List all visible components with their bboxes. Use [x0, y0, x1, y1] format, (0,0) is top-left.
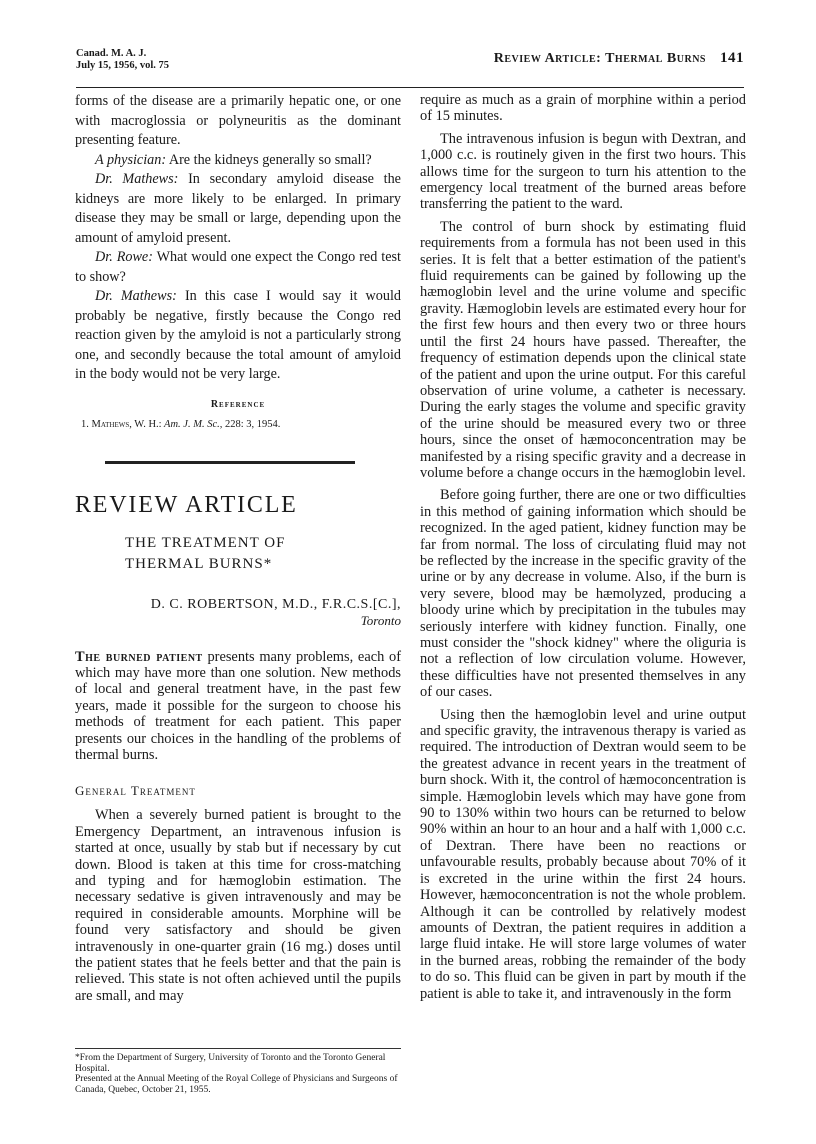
- abstract-paragraph: [75, 649, 401, 764]
- speaker-text: In secondary amyloid disease the kidneys are more likely to be enlarged. In primary disease they may be small or large, depending upon the amount of amyloid present.: [75, 171, 401, 246]
- footnote-affiliation: *From the Department of Surgery, University of Toronto and the Toronto General Hospital.: [75, 1053, 386, 1074]
- body-paragraph: When a severely burned patient is brought to the Emergency Department, an intravenous infusion is started at once, usually by stab but if necessary by cut down. Blood is taken at this time for cross-matching and typing and for hæmoglobin estimation. The necessary sedative is given intravenously and may be required in considerable amounts. Morphine will be found very satisfactory and should be given intravenously in one-quarter grain (16 mg.) doses until the patient states that he feels better and that the pain is relieved. This state is not often achieved until the pupils are small, and may: [75, 807, 401, 1004]
- discussion-paragraph: forms of the disease are a primarily hepatic one, or one with macroglossia or polyneuritis as the dominant presenting feature.: [75, 93, 401, 148]
- right-column: [420, 92, 746, 1002]
- footnote-presentation: Presented at the Annual Meeting of the Royal College of Physicians and Surgeons of Canada, Quebec, October 21, 1955.: [75, 1074, 398, 1095]
- page-number: 141: [720, 50, 744, 66]
- speaker-text: What would one expect the Congo red test to show?: [75, 249, 401, 285]
- speaker-text: In this case I would say it would probably be negative, firstly because the Congo red reaction given by the amyloid is not a particularly strong one, and secondly because the total amount of amyloid in the body would not be very large.: [75, 288, 402, 382]
- discussion-paragraph: [75, 248, 401, 287]
- left-column: [75, 92, 401, 1004]
- reference-heading: Reference: [210, 398, 266, 410]
- article-title: [125, 533, 401, 575]
- article-type-heading: REVIEW ARTICLE: [75, 491, 298, 518]
- reference-journal: Am. J. M. Sc.,: [161, 418, 223, 430]
- journal-issue: July 15, 1956, vol. 75: [76, 60, 170, 71]
- discussion-paragraph: [75, 170, 401, 248]
- body-paragraph: require as much as a grain of morphine within a period of 15 minutes.: [420, 92, 746, 125]
- author-name: D. C. ROBERTSON, M.D., F.R.C.S.[C.],: [150, 596, 401, 612]
- author-location: Toronto: [360, 612, 401, 628]
- reference-author: Mathews, W. H.:: [91, 418, 162, 430]
- discussion-paragraph: [75, 287, 401, 385]
- body-paragraph: The control of burn shock by estimating fluid requirements from a formula has not been used in this series. It is felt that a better estimation of the patient's fluid requirements can be gained by following up the hæmoglobin level and the urine volume and specific gravity. Hæmoglobin levels are estimated every hour for the first few hours and then every two or three hours until the first 24 hours have passed. Thereafter, the frequency of estimation depends upon the clinical state of the patient and upon the urine output. For this careful observation of urine volume, a catheter is necessary. During the early stages the volume and specific gravity of the urine should be measured every two or three hours, since the onset of hæmoconcentration may be manifested by a rising specific gravity and a decrease in volume before a change occurs in the hæmoglobin level.: [420, 218, 746, 481]
- reference-details: 228: 3, 1954.: [222, 418, 281, 430]
- running-head: [494, 50, 744, 67]
- speaker-name: Dr. Rowe:: [95, 249, 153, 265]
- speaker-name: A physician:: [95, 151, 167, 168]
- running-title: Review Article: Thermal Burns: [493, 51, 706, 66]
- title-line: THERMAL BURNS*: [125, 555, 273, 572]
- body-paragraph: The intravenous infusion is begun with Dextran, and 1,000 c.c. is routinely given in the first two hours. This allows time for the surgeon to turn his attention to the emergency local treatment of the burned areas before transferring the patient to the ward.: [420, 130, 746, 213]
- journal-citation: [76, 48, 169, 72]
- footnote: [75, 1048, 401, 1095]
- section-divider: [105, 461, 355, 464]
- speaker-name: Dr. Mathews:: [95, 171, 179, 187]
- reference-item: [75, 418, 401, 431]
- journal-name: Canad. M. A. J.: [76, 48, 147, 59]
- abstract-lead: The burned patient: [75, 648, 203, 665]
- speaker-text: Are the kidneys generally so small?: [166, 151, 372, 168]
- speaker-name: Dr. Mathews:: [95, 288, 177, 304]
- body-paragraph: Using then the hæmoglobin level and urine output and specific gravity, the intravenous therapy is varied as required. The introduction of Dextran would seem to be the greatest advance in recent years in the treatment of burn shock. With it, the control of hæmoconcentration is simple. Hæmoglobin levels which may have gone from 90 to 130% within two hours can be returned to below 90% within an hour to an hour and a half with 1,000 c.c. of Dextran. There have been no reactions or unfavourable results, probably because about 70% of it is excreted in the urine within the first 24 hours. However, hæmoconcentration is not the whole problem. Although it can be controlled by relatively modest amounts of Dextran, the patient requires in addition a large fluid intake. He will store large volumes of water in the burned areas, robbing the remainder of the body to do so. This fluid can be given in part by mouth if the patient is able to take it, and intravenously in the form: [420, 706, 746, 1002]
- section-heading: General Treatment: [75, 783, 196, 799]
- reference-number: 1.: [81, 418, 92, 430]
- abstract-text: presents many problems, each of which may have more than one solution. New methods of local and general treatment have, in the past few years, made it possible for the surgeon to choose his methods of treatment for each patient. This paper presents our choices in the handling of the problems of thermal burns.: [75, 648, 402, 763]
- page-header: [76, 48, 744, 88]
- body-paragraph: Before going further, there are one or two difficulties in this method of gaining information which should be recognized. In the aged patient, kidney function may be far from normal. The loss of circulating fluid may not be reflected by the increase in the specific gravity of the urine or by any decrease in volume. Also, if the burn is very severe, blood may be hæmolyzed, producing a bloody urine which by precipitation in the tubules may seriously interfere with kidney function. Finally, one must consider the "shock kidney" where the oliguria is not a reflection of low circulation volume. However, these difficulties have not presented themselves in any of our cases.: [420, 487, 746, 701]
- discussion-paragraph: [75, 151, 401, 171]
- title-line: THE TREATMENT OF: [125, 534, 286, 551]
